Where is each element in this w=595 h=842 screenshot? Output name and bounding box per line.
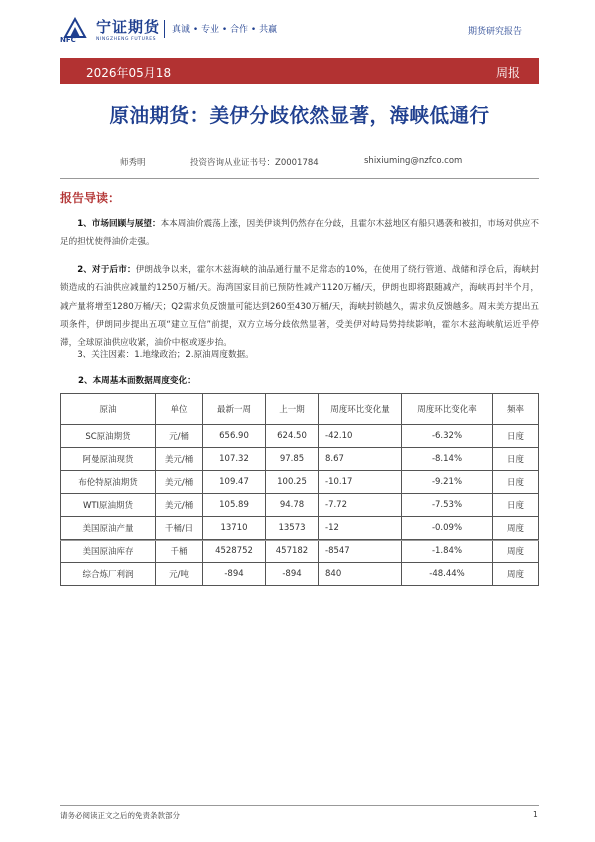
section-divider — [60, 178, 539, 179]
report-type-label: 期货研究报告 — [468, 27, 523, 37]
table-cell: 日度 — [493, 494, 539, 517]
table-row — [61, 563, 539, 586]
table-header-row — [61, 394, 539, 425]
table-cell: 布伦特原油期货 — [61, 471, 156, 494]
table-cell: 千桶 — [156, 540, 203, 563]
table-cell: SC原油期货 — [61, 425, 156, 448]
table-cell: 日度 — [493, 425, 539, 448]
logo-abbreviation: NFC — [60, 36, 76, 44]
table-cell: 97.85 — [266, 448, 319, 471]
table-row — [61, 494, 539, 517]
paragraph-market-review-body: 本本周油价震荡上涨，因美伊谈判仍然存在分歧，且霍尔木兹地区有船只遇袭和被扣，市场对供应不足的担忧使得油价走强。 — [60, 219, 539, 248]
table-cell: -9.21% — [402, 471, 493, 494]
table-cell: -48.44% — [402, 563, 493, 586]
table-cell: -42.10 — [319, 425, 402, 448]
table-cell: 4528752 — [203, 540, 266, 563]
table-cell: -894 — [266, 563, 319, 586]
table-cell: 元/吨 — [156, 563, 203, 586]
table-cell: -7.72 — [319, 494, 402, 517]
table-cell: 840 — [319, 563, 402, 586]
table-cell: 656.90 — [203, 425, 266, 448]
table-row — [61, 425, 539, 448]
footer-disclaimer: 请务必阅读正文之后的免责条款部分 — [60, 811, 180, 820]
table-cell: 624.50 — [266, 425, 319, 448]
table-cell: -6.32% — [402, 425, 493, 448]
table-cell: 元/桶 — [156, 425, 203, 448]
author-email[interactable]: shixiuming@nzfco.com — [364, 156, 463, 166]
guide-heading: 报告导读： — [60, 191, 121, 205]
table-cell: 107.32 — [203, 448, 266, 471]
weekly-fundamentals-table — [60, 393, 539, 586]
report-frequency-tag: 周报 — [496, 66, 521, 80]
table-cell: 美元/桶 — [156, 448, 203, 471]
column-header: 原油 — [61, 394, 156, 425]
table-cell: -8547 — [319, 540, 402, 563]
table-cell: 千桶/日 — [156, 517, 203, 540]
table-cell: -8.14% — [402, 448, 493, 471]
table-cell: 周度 — [493, 540, 539, 563]
table-cell: 周度 — [493, 517, 539, 540]
table-cell: 日度 — [493, 448, 539, 471]
table-cell: 美元/桶 — [156, 471, 203, 494]
column-header: 上一期 — [266, 394, 319, 425]
page-number: 1 — [533, 810, 538, 819]
table-cell: -0.09% — [402, 517, 493, 540]
column-header: 频率 — [493, 394, 539, 425]
column-header: 最新一周 — [203, 394, 266, 425]
table-heading: 2、本周基本面数据周度变化： — [78, 376, 196, 386]
table-cell: -10.17 — [319, 471, 402, 494]
table-cell: WTI原油期货 — [61, 494, 156, 517]
paragraph-focus-factors-text: 3、关注因素：1.地缘政治；2.原油周度数据。 — [77, 350, 254, 360]
header-divider — [164, 20, 165, 38]
table-row — [61, 517, 539, 540]
table-cell: 周度 — [493, 563, 539, 586]
report-title: 原油期货：美伊分歧依然显著，海峡低通行 — [109, 104, 490, 127]
table-cell: 109.47 — [203, 471, 266, 494]
paragraph-market-review-head: 1、市场回顾与展望： — [77, 219, 161, 229]
column-header: 周度环比变化量 — [319, 394, 402, 425]
table-cell: 94.78 — [266, 494, 319, 517]
company-name: 宁证期货 — [96, 18, 161, 36]
footer-divider — [60, 805, 539, 806]
table-cell: 457182 — [266, 540, 319, 563]
table-cell: -12 — [319, 517, 402, 540]
table-cell: 13573 — [266, 517, 319, 540]
author-name: 师秀明 — [120, 158, 146, 168]
table-cell: 美国原油产量 — [61, 517, 156, 540]
table-row — [61, 448, 539, 471]
report-date: 2026年05月18 — [86, 66, 172, 80]
paragraph-outlook-body: 伊朗战争以来，霍尔木兹海峡的油品通行量不足常态的10%，在使用了绕行管道、战储和浮仓后，海峡封锁造成的石油供应减量约1250万桶/天。海湾国家目前已预防性减产1120万桶/天，伊朗也即将跟随减产，海峡再封半个月，减产量将增至1280万桶/天；Q2需求负反馈量可能达到260至430万桶/天，海峡封锁越久，需求负反馈越多。周末美方提出五项条件，伊朗同步提出五项“建立互信”前提，双方立场分歧依然显著，受美伊对峙局势持续影响，霍尔木兹海峡航运近乎停滞，全球原油供应收紧，油价中枢或逐步抬。 — [60, 265, 539, 349]
company-slogan: 真诚 • 专业 • 合作 • 共赢 — [172, 25, 278, 35]
section-divider — [60, 540, 539, 541]
table-cell: 美国原油库存 — [61, 540, 156, 563]
paragraph-focus-factors — [60, 346, 539, 364]
paragraph-market-review — [60, 215, 539, 252]
column-header: 单位 — [156, 394, 203, 425]
company-name-en: NINGZHENG FUTURES — [96, 37, 157, 42]
table-cell: -7.53% — [402, 494, 493, 517]
author-license: 投资咨询从业证书号：Z0001784 — [190, 158, 319, 168]
table-cell: 综合炼厂利润 — [61, 563, 156, 586]
table-row — [61, 540, 539, 563]
table-cell: 阿曼原油现货 — [61, 448, 156, 471]
table-cell: 美元/桶 — [156, 494, 203, 517]
table-cell: 8.67 — [319, 448, 402, 471]
table-cell: 13710 — [203, 517, 266, 540]
table-cell: -894 — [203, 563, 266, 586]
table-cell: -1.84% — [402, 540, 493, 563]
table-row — [61, 471, 539, 494]
table-cell: 105.89 — [203, 494, 266, 517]
paragraph-outlook — [60, 261, 539, 352]
table-cell: 100.25 — [266, 471, 319, 494]
table-cell: 日度 — [493, 471, 539, 494]
column-header: 周度环比变化率 — [402, 394, 493, 425]
paragraph-outlook-head: 2、对于后市： — [77, 265, 136, 275]
